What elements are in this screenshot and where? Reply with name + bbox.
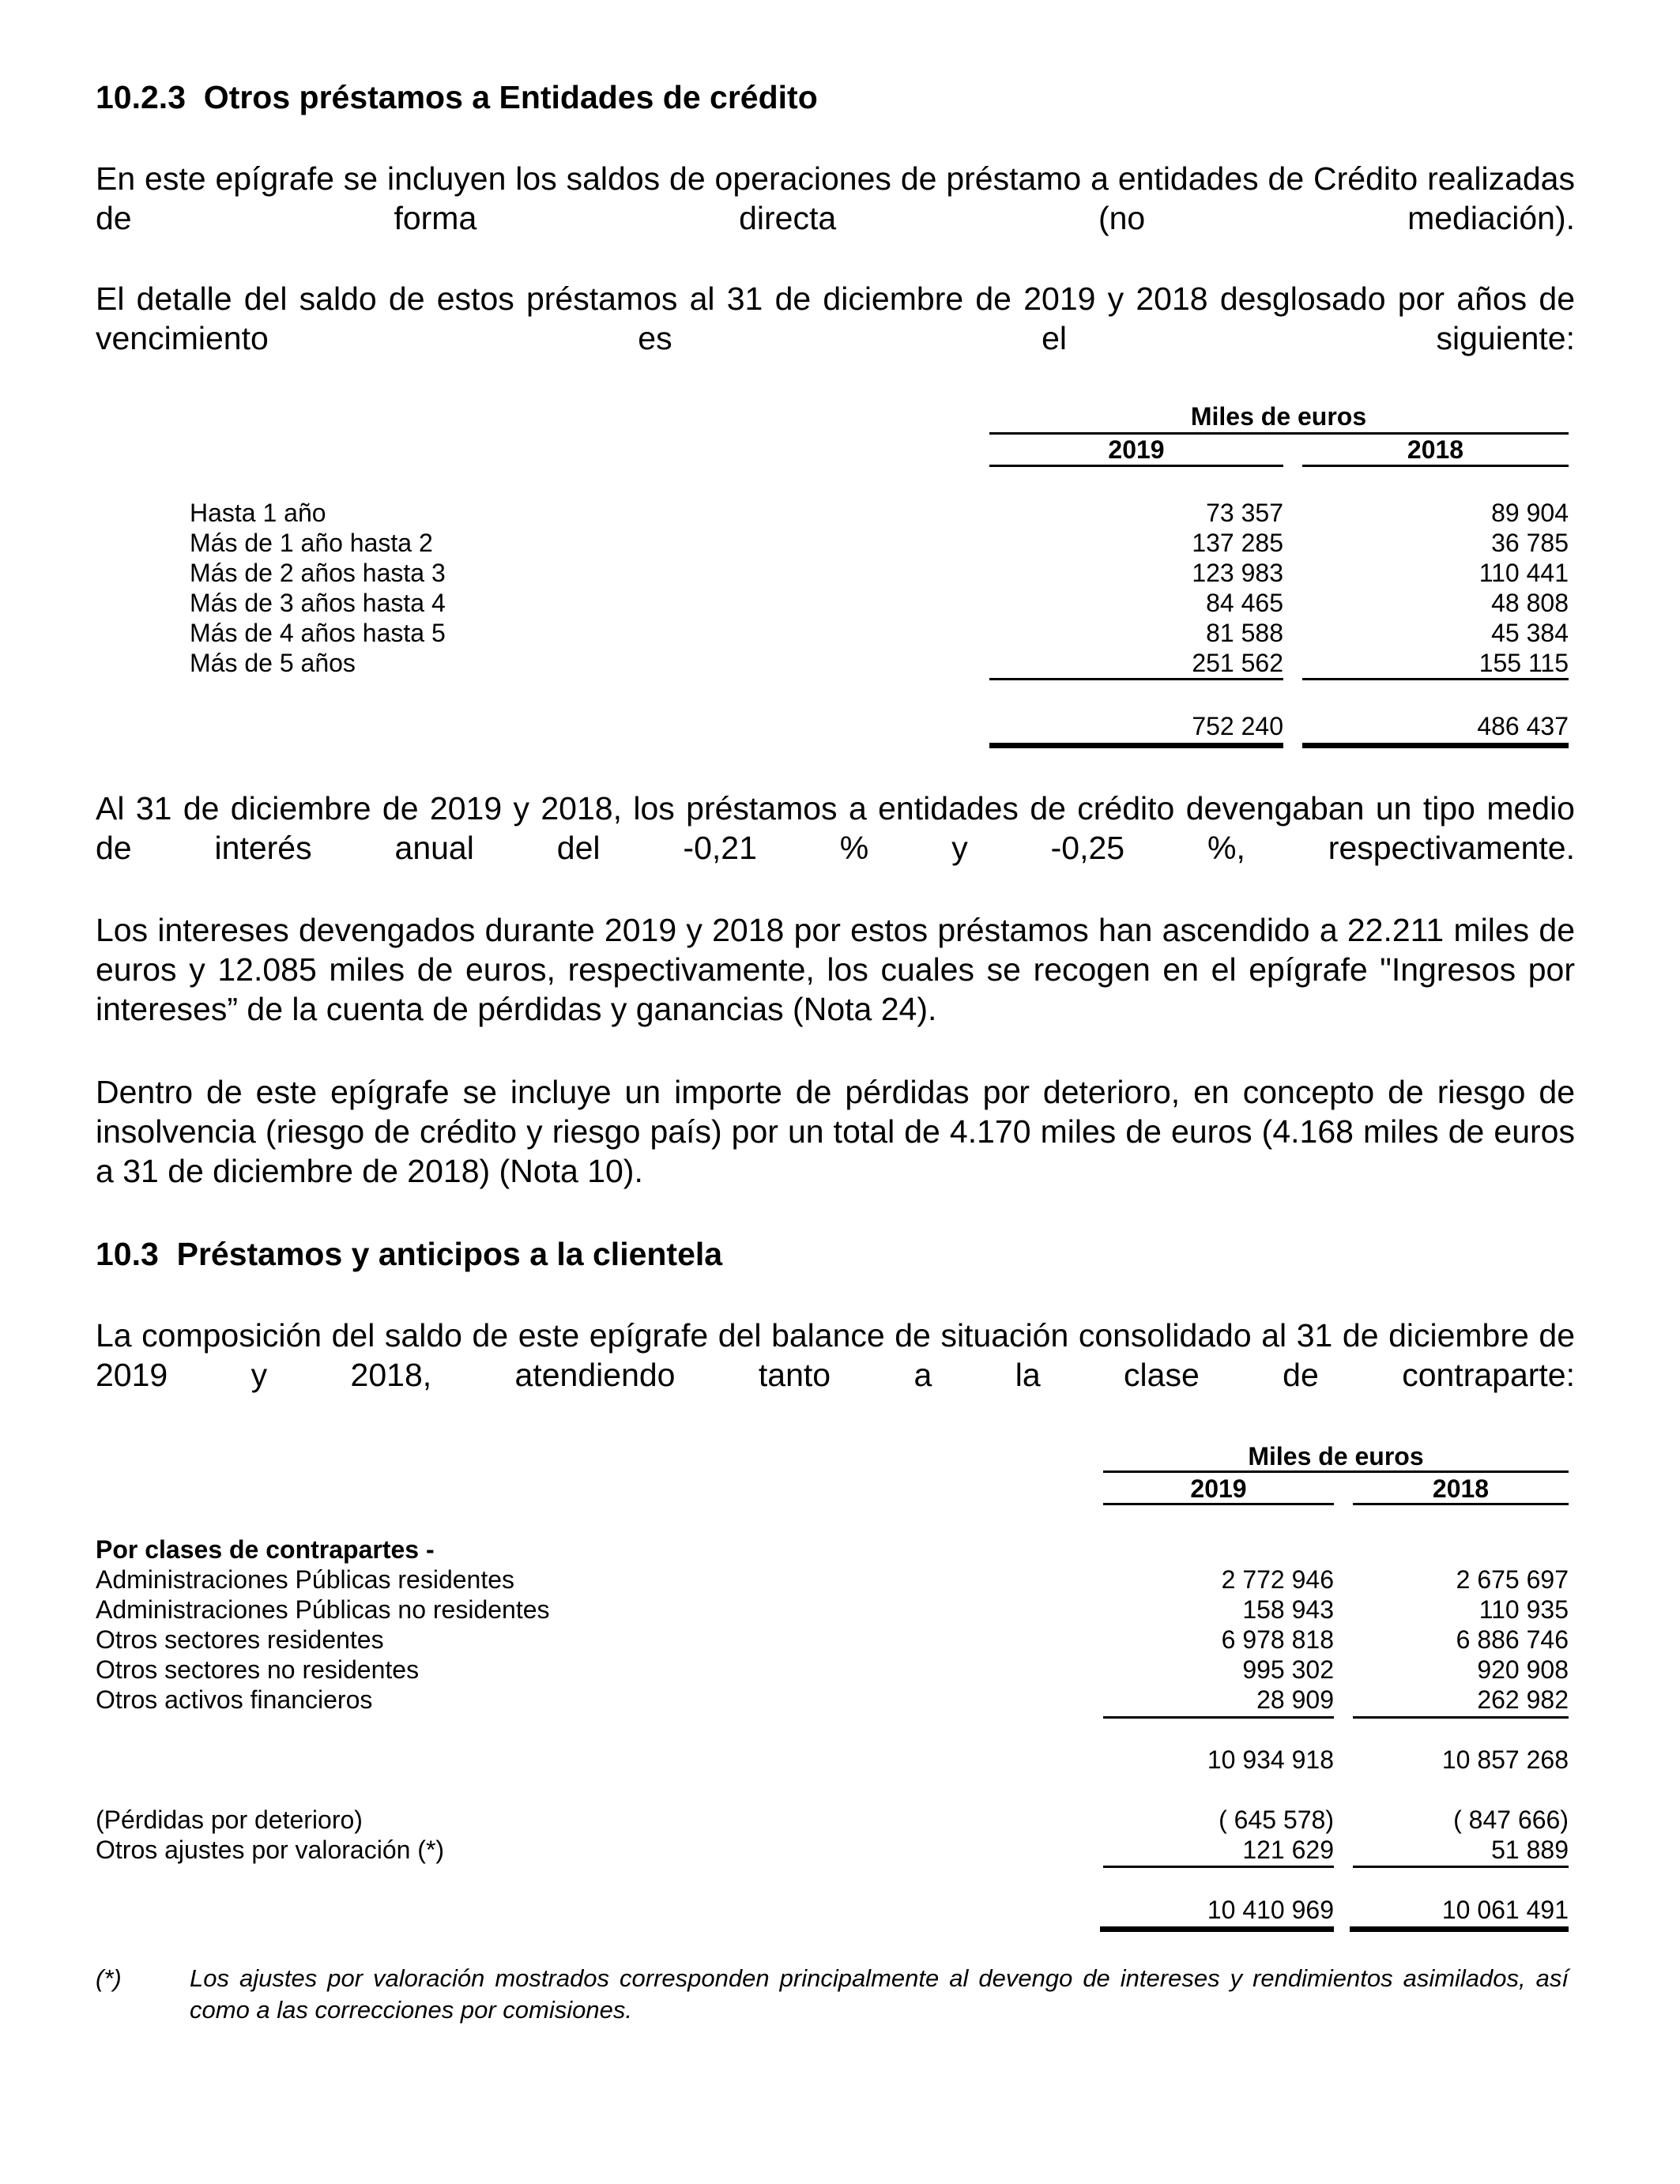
paragraph: La composición del saldo de este epígrafe del balance de situación consolidado al 31 de diciembre de 2019 y 2018, atendiendo tanto a la clase de contraparte: <box>96 1317 1575 1393</box>
value-2018: 155 115 <box>1478 649 1569 677</box>
subtotal-rule <box>1103 1866 1334 1868</box>
column-rule <box>1302 465 1569 467</box>
table-unit-header: Miles de euros <box>1190 402 1367 431</box>
subtotal-2019: 10 934 918 <box>1207 1745 1334 1774</box>
total-rule <box>989 743 1283 748</box>
column-header-2018: 2018 <box>1407 435 1464 464</box>
section-heading-10-3 <box>96 1236 722 1273</box>
value-2018: 920 908 <box>1477 1655 1569 1684</box>
value-2019: 121 629 <box>1242 1836 1334 1864</box>
row-label: Más de 5 años <box>190 649 356 677</box>
value-2019: 6 978 818 <box>1221 1625 1334 1654</box>
value-2019: 251 562 <box>1192 649 1283 677</box>
paragraph: Dentro de este epígrafe se incluye un importe de pérdidas por deterioro, en concepto de riesgo de insolvencia (riesgo de crédito y riesgo país) por un total de 4.170 miles de euros (4.168 miles de euros a 31 de diciembre de 2018) (Nota 10). <box>96 1074 1575 1189</box>
footnote-text: Los ajustes por valoración mostrados corresponden principalmente al devengo de intereses y rendimientos asimilados, así como a las correcciones por comisiones. <box>190 1964 1569 2024</box>
section-title: Otros préstamos a Entidades de crédito <box>203 79 818 115</box>
paragraph: El detalle del saldo de estos préstamos al 31 de diciembre de 2019 y 2018 desglosado por años de vencimiento es el siguiente: <box>96 281 1575 356</box>
row-label: Más de 4 años hasta 5 <box>190 619 446 647</box>
column-rule <box>1353 1503 1569 1505</box>
row-label: Administraciones Públicas residentes <box>96 1565 515 1594</box>
column-header-2018: 2018 <box>1432 1474 1490 1503</box>
row-label: Más de 3 años hasta 4 <box>190 589 446 617</box>
paragraph: Al 31 de diciembre de 2019 y 2018, los préstamos a entidades de crédito devengaban un tipo medio de interés anual del -0,21 % y -0,25 %, respectivamente. <box>96 790 1575 866</box>
total-2019: 752 240 <box>1192 712 1283 740</box>
row-label: Más de 1 año hasta 2 <box>190 529 433 557</box>
total-rule <box>1302 743 1569 748</box>
row-label: Otros activos financieros <box>96 1685 373 1714</box>
subtotal-rule <box>1353 1716 1569 1719</box>
total-rule <box>1100 1926 1334 1932</box>
value-2018: ( 847 666) <box>1453 1806 1569 1834</box>
value-2018: 45 384 <box>1491 619 1569 647</box>
section-number: 10.2.3 <box>96 79 186 115</box>
row-label: Otros sectores residentes <box>96 1625 384 1654</box>
value-2019: 123 983 <box>1192 559 1283 587</box>
value-2019: 73 357 <box>1206 499 1283 527</box>
subtotal-rule <box>1103 1716 1334 1719</box>
value-2019: ( 645 578) <box>1219 1806 1334 1834</box>
total-2018: 486 437 <box>1477 712 1569 740</box>
total-rule <box>1350 1926 1569 1932</box>
value-2018: 262 982 <box>1477 1685 1569 1714</box>
group-title: Por clases de contrapartes - <box>96 1535 435 1564</box>
table-unit-header: Miles de euros <box>1248 1442 1424 1470</box>
row-label: Otros ajustes por valoración (*) <box>96 1836 445 1864</box>
column-header-2019: 2019 <box>1108 435 1165 464</box>
total-2018: 10 061 491 <box>1441 1896 1569 1924</box>
column-header-2019: 2019 <box>1190 1474 1247 1503</box>
row-label: Otros sectores no residentes <box>96 1655 420 1684</box>
value-2018: 2 675 697 <box>1456 1565 1569 1594</box>
section-heading-10-2-3 <box>96 79 818 116</box>
value-2018: 89 904 <box>1491 499 1569 527</box>
value-2019: 158 943 <box>1242 1595 1334 1624</box>
column-rule <box>989 465 1283 467</box>
section-number: 10.3 <box>96 1236 159 1272</box>
column-rule <box>1103 1503 1334 1505</box>
value-2019: 84 465 <box>1206 589 1283 617</box>
subtotal-rule <box>1302 678 1569 680</box>
value-2018: 110 441 <box>1478 559 1569 587</box>
subtotal-rule <box>989 678 1283 680</box>
row-label: (Pérdidas por deterioro) <box>96 1806 363 1834</box>
footnote-mark: (*) <box>96 1964 122 1992</box>
value-2018: 51 889 <box>1491 1836 1569 1864</box>
value-2018: 48 808 <box>1491 589 1569 617</box>
section-title: Préstamos y anticipos a la clientela <box>176 1236 723 1272</box>
value-2018: 6 886 746 <box>1456 1625 1569 1654</box>
row-label: Administraciones Públicas no residentes <box>96 1595 550 1624</box>
row-label: Más de 2 años hasta 3 <box>190 559 446 587</box>
header-rule <box>1103 1470 1569 1473</box>
paragraph: Los intereses devengados durante 2019 y 2018 por estos préstamos han ascendido a 22.211 miles de euros y 12.085 miles de euros, respectivamente, los cuales se recogen en el epígrafe "Ingresos por intereses” de la cuenta de pérdidas y ganancias (Nota 24). <box>96 912 1575 1027</box>
value-2018: 110 935 <box>1478 1595 1569 1624</box>
row-label: Hasta 1 año <box>190 499 326 527</box>
value-2019: 28 909 <box>1256 1685 1334 1714</box>
value-2019: 995 302 <box>1242 1655 1334 1684</box>
value-2019: 137 285 <box>1192 529 1283 557</box>
value-2018: 36 785 <box>1491 529 1569 557</box>
subtotal-2018: 10 857 268 <box>1441 1745 1569 1774</box>
paragraph: En este epígrafe se incluyen los saldos de operaciones de préstamo a entidades de Crédito realizadas de forma directa (no mediación). <box>96 160 1575 236</box>
subtotal-rule <box>1353 1866 1569 1868</box>
value-2019: 81 588 <box>1206 619 1283 647</box>
value-2019: 2 772 946 <box>1221 1565 1334 1594</box>
total-2019: 10 410 969 <box>1207 1896 1334 1924</box>
